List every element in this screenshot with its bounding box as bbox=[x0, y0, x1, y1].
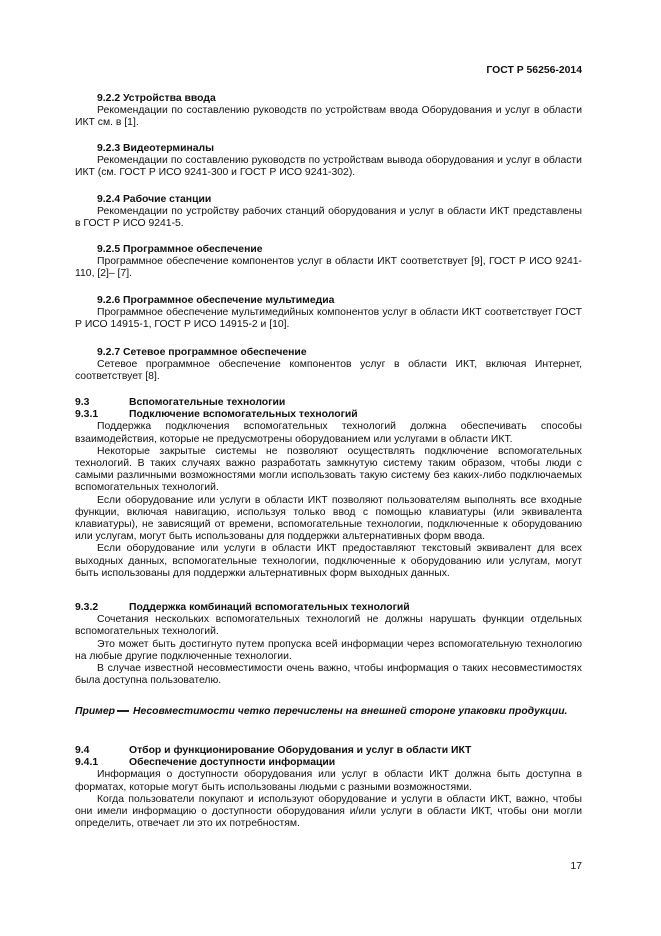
section-9-3 bbox=[75, 397, 582, 580]
subsection-title: Обеспечение доступности информации bbox=[129, 757, 336, 769]
document-header: ГОСТ Р 56256-2014 bbox=[486, 65, 582, 76]
paragraph: Поддержка подключения вспомогательных технологий должна обеспечивать способы взаимодействия, которые не предусмотрены оборудованием или услугами в области ИКТ. bbox=[75, 421, 582, 445]
subsection-title: Поддержка комбинаций вспомогательных технологий bbox=[129, 602, 410, 613]
section-title: 9.2.5 Программное обеспечение bbox=[97, 244, 263, 255]
subsection-number: 9.3.1 bbox=[75, 409, 99, 421]
document-page bbox=[75, 0, 582, 936]
section-9-2-5 bbox=[75, 244, 582, 281]
paragraph: Когда пользователи покупают и используют оборудование и услуги в области ИКТ, важно, чтобы они имели информацию о доступности оборудования и/или услуги в области ИКТ, чтобы они могли определить, отвечает ли это их потребностям. bbox=[75, 793, 582, 830]
paragraph: Рекомендации по составлению руководств по устройствам вывода оборудования и услуг в области ИКТ (см. ГОСТ Р ИСО 9241-300 и ГОСТ Р ИСО 9241-302). bbox=[75, 155, 582, 179]
paragraph: Если оборудование или услуги в области ИКТ позволяют пользователям выполнять все входные функции, включая навигацию, используя только ввод с помощью клавиатуры (или эквивалента клавиатуры), не зависящий от времени, вспомогательные технологии, подключенные к оборудованию или услугам, могут быть использованы для поддержки альтернативных форм ввода. bbox=[75, 494, 582, 543]
section-9-2-3 bbox=[75, 143, 582, 180]
section-number: 9.4 bbox=[75, 745, 90, 756]
section-title: 9.2.6 Программное обеспечение мультимедиа bbox=[97, 295, 335, 306]
paragraph: В случае известной несовместимости очень важно, чтобы информация о таких несовместимостях была доступна пользователю. bbox=[75, 663, 582, 687]
paragraph: Программное обеспечение мультимедийных компонентов услуг в области ИКТ соответствует ГОСТ Р ИСО 14915-1, ГОСТ Р ИСО 14915-2 и [10]. bbox=[75, 307, 582, 331]
section-title: Отбор и функционирование Оборудования и услуг в области ИКТ bbox=[129, 745, 472, 756]
paragraph: Сочетания нескольких вспомогательных технологий не должны нарушать функции отдельных вспомогательных технологий. bbox=[75, 614, 582, 638]
paragraph: Сетевое программное обеспечение компонентов услуг в области ИКТ, включая Интернет, соответствует [8]. bbox=[75, 359, 582, 383]
paragraph: Информация о доступности оборудования или услуг в области ИКТ должна быть доступна в форматах, которые могут быть использованы людьми с разными возможностями. bbox=[75, 769, 582, 793]
subsection-heading bbox=[75, 409, 582, 421]
subsection-number: 9.4.1 bbox=[75, 757, 99, 769]
note-text: Несовместимости четко перечислены на внешней стороне упаковки продукции. bbox=[132, 706, 568, 717]
note-label: Пример bbox=[75, 706, 115, 717]
paragraph: Некоторые закрытые системы не позволяют осуществлять подключение вспомогательных технологий. В таких случаях важно разработать замкнутую систему таким образом, чтобы люди с самыми различными возможностями могли использовать такую систему без каких-либо подключаемых вспомогательных технологий. bbox=[75, 445, 582, 494]
subsection-title: Подключение вспомогательных технологий bbox=[129, 409, 358, 421]
section-title: 9.2.7 Сетевое программное обеспечение bbox=[97, 347, 307, 358]
paragraph: Программное обеспечение компонентов услуг в области ИКТ соответствует [9], ГОСТ Р ИСО 9241-110, [2]– [7]. bbox=[75, 256, 582, 280]
section-9-2-2 bbox=[75, 93, 582, 130]
section-title: 9.2.3 Видеотерминалы bbox=[97, 143, 215, 154]
example-note bbox=[75, 706, 582, 718]
section-9-3-2 bbox=[75, 602, 582, 687]
section-title: 9.2.4 Рабочие станции bbox=[97, 194, 212, 205]
subsection-number: 9.3.2 bbox=[75, 602, 99, 613]
paragraph: Рекомендации по составлению руководств по устройствам ввода Оборудования и услуг в области ИКТ см. в [1]. bbox=[75, 105, 582, 129]
dash-mark bbox=[117, 710, 129, 712]
section-9-2-6 bbox=[75, 295, 582, 332]
section-title: 9.2.2 Устройства ввода bbox=[97, 93, 216, 104]
section-9-2-4 bbox=[75, 194, 582, 231]
paragraph: Это может быть достигнуто путем пропуска всей информации через вспомогательную технологию на любые другие подключенные технологии. bbox=[75, 638, 582, 662]
paragraph: Рекомендации по устройству рабочих станций оборудования и услуг в области ИКТ представлены в ГОСТ Р ИСО 9241-5. bbox=[75, 206, 582, 230]
subsection-heading bbox=[75, 602, 582, 614]
subsection-heading bbox=[75, 757, 582, 769]
paragraph: Если оборудование или услуги в области ИКТ предоставляют текстовый эквивалент для всех выходных данных, вспомогательные технологии, подключенные к оборудованию или услугам, могут быть использованы для поддержки альтернативных форм выходных данных. bbox=[75, 543, 582, 579]
section-title: Вспомогательные технологии bbox=[129, 397, 286, 408]
section-number: 9.3 bbox=[75, 397, 90, 408]
page-number: 17 bbox=[570, 861, 582, 872]
section-heading bbox=[75, 397, 582, 409]
section-9-4 bbox=[75, 745, 582, 830]
section-9-2-7 bbox=[75, 347, 582, 384]
section-heading bbox=[75, 745, 582, 757]
